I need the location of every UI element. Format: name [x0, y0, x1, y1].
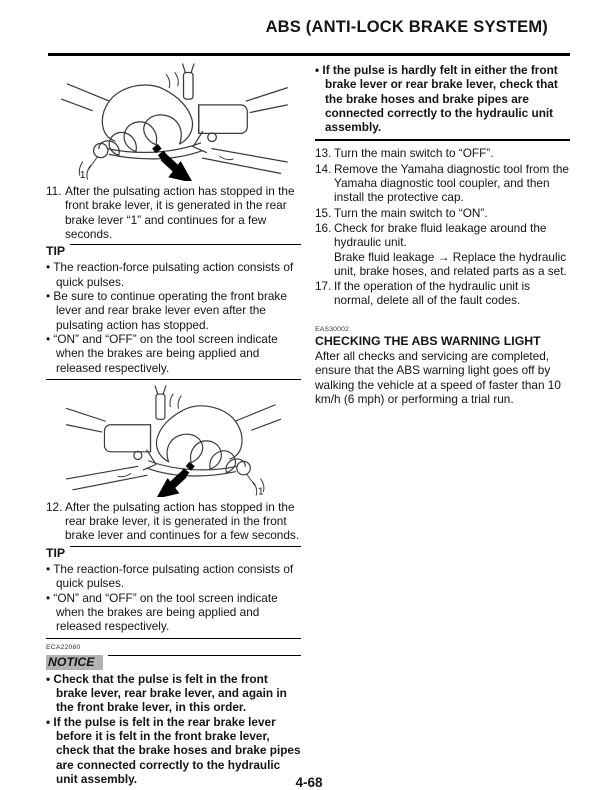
- step-text: Check for brake fluid leakage around the hydraulic unit.: [334, 220, 547, 250]
- left-column: [46, 60, 301, 786]
- figure-front-brake-lever: [46, 63, 301, 181]
- tip-label: TIP: [46, 545, 66, 560]
- step-number: 13.: [315, 146, 332, 161]
- right-column: [315, 60, 570, 786]
- page-title: ABS (ANTI-LOCK BRAKE SYSTEM): [265, 18, 548, 36]
- tip-header-2: [46, 546, 301, 560]
- callout-label-1: 1: [79, 170, 86, 181]
- tip-bullet: • “ON” and “OFF” on the tool screen indicate when the brakes are being applied and released respectively.: [46, 591, 301, 634]
- step-11: [46, 184, 301, 241]
- tip-header-1: [46, 244, 301, 258]
- notice-label: NOTICE: [46, 655, 103, 670]
- step-text: Remove the Yamaha diagnostic tool from the Yamaha diagnostic tool coupler, and then install the protective cap.: [334, 161, 569, 205]
- callout-label-1: 1: [257, 486, 264, 497]
- step-number: 11.: [46, 184, 62, 198]
- step-text: After the pulsating action has stopped in the rear brake lever, it is generated in the front brake lever and continues for a few seconds.: [65, 499, 300, 543]
- step-number: 17.: [315, 279, 332, 294]
- step-number: 16.: [315, 220, 332, 235]
- tip-bullet: • “ON” and “OFF” on the tool screen indicate when the brakes are being applied and released respectively.: [46, 332, 301, 375]
- figure-rear-brake-lever: [46, 385, 301, 497]
- step-text: If the operation of the hydraulic unit is normal, delete all of the fault codes.: [334, 279, 531, 308]
- section-body: After all checks and servicing are completed, ensure that the ABS warning light goes off by walking the vehicle at a speed of faster than 10 km/h (6 mph) or performing a trial run.: [315, 349, 561, 406]
- tip-bullet: • The reaction-force pulsating action consists of quick pulses.: [46, 562, 301, 591]
- figure-callout: [79, 156, 97, 181]
- notice-rule: [108, 655, 301, 656]
- tip-label: TIP: [46, 244, 66, 259]
- step-text: Turn the main switch to “ON”.: [334, 205, 488, 220]
- tip-end-rule: [46, 638, 301, 639]
- tip-rule: [70, 546, 301, 547]
- notice-end-rule: [315, 139, 570, 141]
- section-heading-checking-abs-warning-light: CHECKING THE ABS WARNING LIGHT: [315, 333, 541, 348]
- step-number: 15.: [315, 205, 332, 220]
- section-gap: [315, 309, 570, 322]
- tip-bullet: • Be sure to continue operating the front brake lever and rear brake lever even after the pulsating action has stopped.: [46, 289, 301, 332]
- tip-end-rule: [46, 379, 301, 380]
- page-number: 4-68: [295, 775, 323, 790]
- title-divider: [48, 53, 570, 56]
- brake-lever-illustration-1: [54, 63, 294, 181]
- figure-callout: [246, 473, 264, 496]
- step-13: [315, 146, 570, 160]
- step-sub-text: Brake fluid leakage → Replace the hydraulic unit, brake hoses, and related parts as a set.: [334, 249, 567, 278]
- step-14: [315, 162, 570, 205]
- notice-bullet: • If the pulse is felt in the rear brake lever before it is felt in the front brake lever, check that the brake hoses and brake pipes are connected correctly to the hydraulic unit assembly.: [46, 715, 301, 786]
- section-reference-code: EAS30002: [315, 325, 350, 333]
- notice-header: [46, 655, 301, 670]
- two-column-body: [46, 60, 570, 786]
- pulse-direction-arrow: [152, 144, 193, 181]
- step-text: Turn the main switch to “OFF”.: [334, 146, 494, 161]
- step-12: [46, 500, 301, 543]
- step-16: [315, 221, 570, 278]
- notice-bullet-continued: • If the pulse is hardly felt in either the front brake lever or rear brake lever, check that the brake hoses and brake pipes are connected correctly to the hydraulic unit assembly.: [315, 63, 570, 134]
- step-text: After the pulsating action has stopped in the front brake lever, it is generated in the rear brake lever “1” and continues for a few seconds.: [65, 184, 295, 241]
- notice-reference-code: ECA22080: [46, 643, 81, 651]
- tip-rule: [70, 244, 301, 245]
- step-17: [315, 279, 570, 308]
- tip-bullet: • The reaction-force pulsating action consists of quick pulses.: [46, 260, 301, 289]
- step-number: 12.: [46, 499, 63, 514]
- brake-lever-illustration-2: [56, 385, 292, 497]
- notice-bullet: • Check that the pulse is felt in the front brake lever, rear brake lever, and again in the front brake lever, in this order.: [46, 672, 301, 715]
- step-15: [315, 206, 570, 220]
- step-number: 14.: [315, 161, 332, 176]
